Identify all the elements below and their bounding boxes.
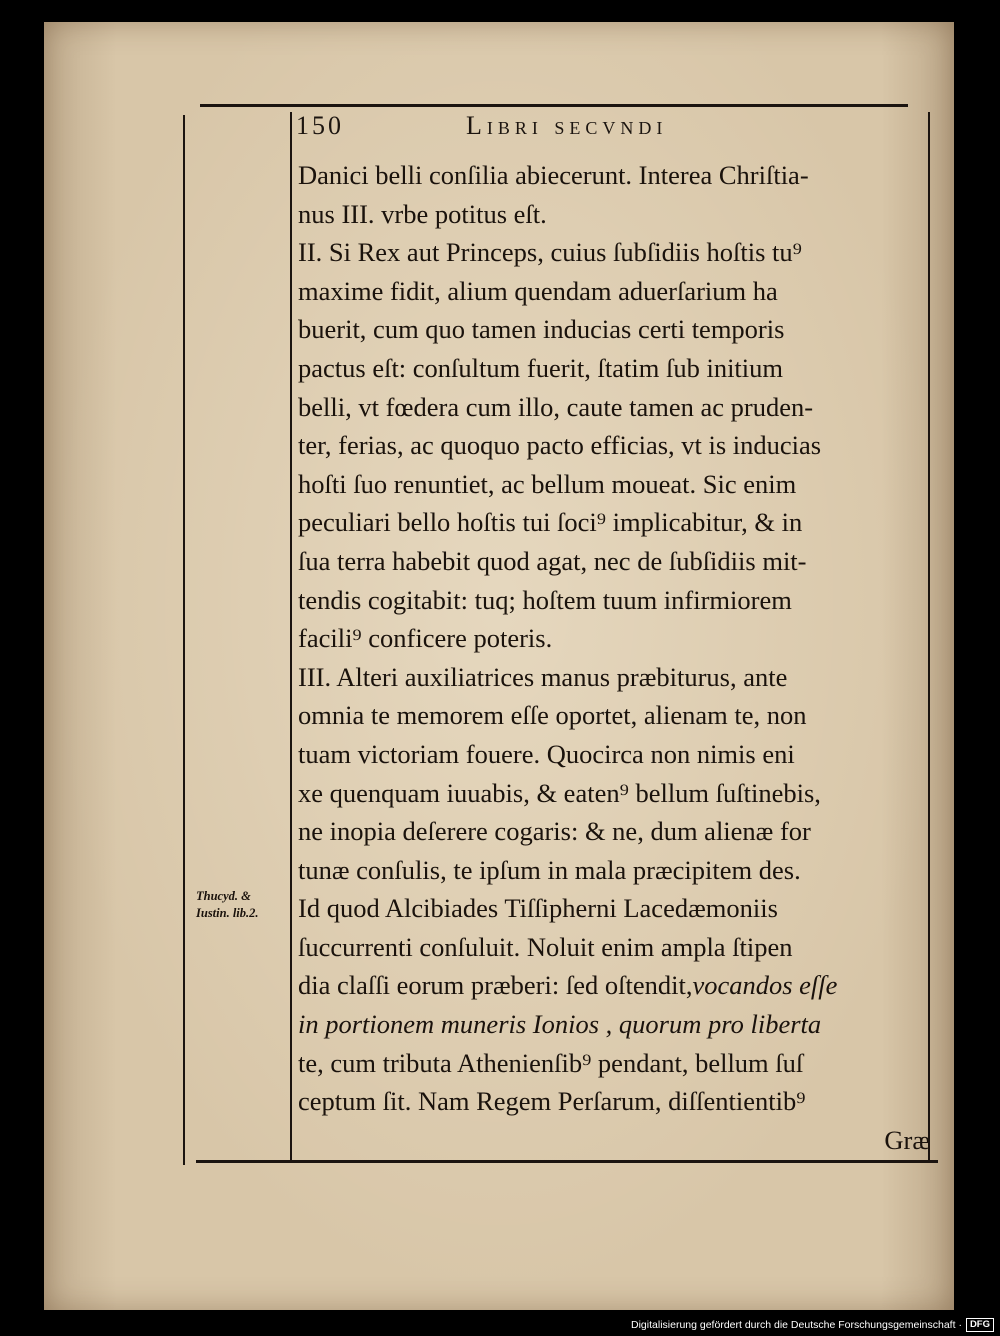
- text-line: ne inopia deſerere cogaris: & ne, dum alienæ for: [298, 816, 811, 847]
- running-head: [296, 108, 896, 144]
- text-line: in portionem muneris Ionios , quorum pro liberta: [298, 1009, 822, 1040]
- text-line: tuam victoriam fouere. Quocirca non nimis eni: [298, 738, 795, 769]
- digitization-footer: [0, 1314, 1000, 1336]
- bottom-rule: [196, 1160, 938, 1163]
- top-rule: [200, 104, 908, 107]
- text-line: buerit, cum quo tamen inducias certi temporis: [298, 314, 785, 345]
- italic-phrase: vocandos eſſe: [692, 970, 838, 1001]
- text-line: II. Si Rex aut Princeps, cuius ſubſidiis hoſtis tu⁹: [298, 237, 802, 268]
- marginal-note: [196, 888, 288, 922]
- text-line: Danici belli conſilia abiecerunt. Interea Chriſtia-: [298, 160, 809, 190]
- text-line: hoſti ſuo renuntiet, ac bellum moueat. Sic enim: [298, 468, 797, 499]
- text-line: [298, 966, 938, 1005]
- running-title: Libri secvndi: [466, 111, 668, 140]
- margin-frame-left: [183, 115, 185, 1165]
- text-line: peculiari bello hoſtis tui ſoci⁹ implicabitur, & in: [298, 507, 803, 538]
- marginal-note-line: Iustin. lib.2.: [196, 906, 259, 920]
- page-number: 150: [296, 111, 344, 140]
- marginal-note-line: Thucyd. &: [196, 889, 251, 903]
- text-line: xe quenquam iuuabis, & eaten⁹ bellum ſuſtinebis,: [298, 777, 821, 808]
- text-line: omnia te memorem eſſe oportet, alienam te, non: [298, 700, 807, 731]
- body-text: [298, 156, 938, 1159]
- text-line: Id quod Alcibiades Tiſſipherni Lacedæmoniis: [298, 893, 778, 924]
- text-line: ter, ferias, ac quoquo pacto efficias, vt is inducias: [298, 430, 822, 461]
- text-line: facili⁹ conficere poteris.: [298, 623, 553, 654]
- text-line: nus III. vrbe potitus eſt.: [298, 198, 547, 229]
- footer-text: Digitalisierung gefördert durch die Deutsche Forschungsgemeinschaft ·: [631, 1319, 962, 1331]
- catchword: Græ: [884, 1124, 930, 1155]
- text-line: te, cum tributa Athenienſib⁹ pendant, bellum ſuſ: [298, 1047, 804, 1078]
- text-line: maxime fidit, alium quendam aduerſarium ha: [298, 275, 778, 306]
- text-line: belli, vt fœdera cum illo, caute tamen ac pruden-: [298, 391, 814, 422]
- margin-frame-inner: [290, 112, 292, 1160]
- text-line-part: dia claſſi eorum præberi: ſed oſtendit,: [298, 970, 693, 1001]
- text-line: tunæ conſulis, te ipſum in mala præcipitem des.: [298, 854, 801, 885]
- text-line: ceptum ſit. Nam Regem Perſarum, diſſentientib⁹: [298, 1086, 806, 1117]
- text-line: pactus eſt: conſultum fuerit, ſtatim ſub initium: [298, 352, 784, 383]
- text-line: ſua terra habebit quod agat, nec de ſubſidiis mit-: [298, 545, 807, 576]
- dfg-logo: DFG: [966, 1318, 994, 1332]
- text-line: ſuccurrenti conſuluit. Noluit enim ampla ſtipen: [298, 931, 793, 962]
- text-line: tendis cogitabit: tuq; hoſtem tuum infirmiorem: [298, 584, 792, 615]
- text-line: III. Alteri auxiliatrices manus præbiturus, ante: [298, 661, 788, 692]
